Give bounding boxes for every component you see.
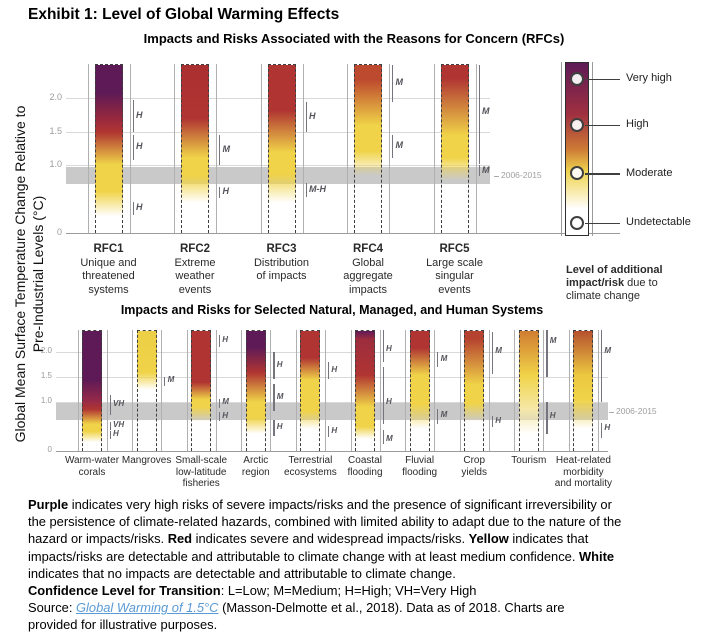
footnote-text: Purple: [28, 497, 69, 512]
footnote-line: [28, 548, 700, 565]
bar-label-line: yields: [461, 466, 487, 478]
transition-confidence-label: M: [222, 144, 230, 155]
transition-line: [219, 187, 220, 198]
transition-line: [546, 402, 547, 434]
legend-rail: [592, 62, 593, 236]
bar-label-line: Coastal: [348, 455, 382, 466]
transition-line: [492, 332, 493, 374]
transition-line: [219, 412, 220, 421]
transition-confidence-label: M: [395, 140, 403, 151]
ember-bar: [519, 330, 539, 451]
footnote-text: White: [579, 548, 615, 564]
bar-label: [145, 243, 245, 297]
bar-label-line: Large scale: [426, 256, 483, 269]
footnote-line: [28, 616, 700, 633]
transition-confidence-label: M: [222, 397, 229, 407]
transition-line: [110, 395, 111, 415]
transition-line: [383, 330, 384, 362]
bar-label-line: low-latitude: [175, 466, 227, 478]
bar-rail: [216, 64, 217, 233]
legend-circle-marker: [570, 72, 584, 86]
footnote-line: [28, 565, 700, 582]
footnote-line: [28, 496, 700, 513]
transition-line: [219, 335, 220, 347]
bar-name: RFC5: [439, 243, 470, 255]
transition-confidence-label: M: [549, 336, 557, 346]
bar-label-line: ecosystems: [283, 466, 337, 478]
footnote-text: indicates very high risks of severe impacts/risks and the presence of significant irreversibility or: [68, 497, 612, 512]
bar-label-line: Arctic: [243, 455, 269, 466]
transition-line: [437, 352, 438, 367]
legend-circle-marker: [570, 118, 584, 132]
footnote-text: (Masson-Delmotte et al., 2018). Data as of 2018. Charts are: [218, 600, 565, 616]
bar-name: RFC4: [352, 243, 384, 255]
bar-label-line: events: [438, 283, 471, 296]
top-chart-title: Impacts and Risks Associated with the Reasons for Concern (RFCs): [143, 31, 565, 46]
y-axis-label-line2: Pre-Industrial Levels (°C): [29, 195, 46, 353]
bar-label-line: events: [178, 283, 212, 296]
transition-confidence-label: H: [604, 422, 611, 432]
reference-band-tick: [609, 412, 614, 413]
bar-rail: [405, 330, 406, 451]
transition-line: [273, 384, 274, 411]
bar-rail: [78, 330, 79, 451]
transition-confidence-label: H: [549, 410, 556, 420]
bar-rail: [514, 330, 515, 451]
bar-label-line: Crop: [463, 455, 486, 466]
ember-bar: [268, 64, 296, 233]
y-axis-label: [12, 44, 48, 504]
bar-label-line: systems: [88, 283, 129, 296]
footnote-line: [28, 599, 700, 616]
bar-rail: [347, 64, 348, 233]
bar-label-line: Terrestrial: [288, 455, 333, 466]
transition-line: [601, 423, 602, 438]
transition-confidence-label: H: [222, 335, 228, 345]
legend-entry-label: High: [626, 118, 649, 131]
bar-label-line: Distribution: [253, 256, 310, 269]
transition-confidence-label: H: [386, 343, 392, 353]
footnote-line: [28, 513, 700, 530]
bar-label-line: flooding: [402, 466, 438, 478]
bar-label-line: Global: [352, 256, 384, 269]
bar-rail: [569, 330, 570, 451]
bar-label: [59, 243, 159, 297]
legend-caption-bold: Level of additional impact/risk: [566, 264, 663, 290]
legend-connector-line: [585, 125, 620, 126]
bar-rail: [303, 64, 304, 233]
footnote-line: [28, 530, 700, 547]
legend-connector-line: [585, 223, 620, 224]
legend-circle-marker: [570, 216, 584, 230]
footnote-text: provided for illustrative purposes.: [28, 617, 218, 633]
transition-line: [328, 362, 329, 379]
reference-band-tick: [494, 176, 499, 177]
transition-line: [110, 422, 111, 430]
bar-label-line: Fluvial: [405, 455, 435, 466]
transition-confidence-label: M: [440, 410, 448, 420]
transition-confidence-label: VH: [113, 420, 125, 430]
bar-rail: [241, 330, 242, 451]
bar-label-line: Mangroves: [121, 455, 172, 466]
bar-label-line: Small-scale: [175, 455, 228, 466]
transition-line: [133, 135, 134, 160]
ember-bar: [410, 330, 430, 451]
gridline: [56, 451, 608, 452]
exhibit-title: Exhibit 1: Level of Global Warming Effects: [28, 6, 340, 23]
legend-connector-line: [585, 173, 620, 174]
y-tick-label: 2.0: [40, 346, 52, 356]
ember-bar: [191, 330, 211, 451]
reference-band-label: 2006-2015: [616, 406, 657, 417]
bar-rail: [216, 330, 217, 451]
footnote-line: [28, 582, 700, 599]
transition-line: [392, 65, 393, 102]
y-tick-label: 1.0: [49, 159, 62, 170]
bar-label-line: impacts: [349, 283, 387, 296]
bar-name: RFC1: [93, 243, 124, 255]
transition-confidence-label: M: [167, 375, 175, 385]
transition-confidence-label: H: [309, 111, 316, 122]
footnotes: [28, 496, 700, 634]
bar-label-line: Warm-water: [64, 455, 120, 466]
transition-line: [306, 102, 307, 132]
y-tick-label: 1.5: [40, 370, 52, 380]
bar-rail: [270, 330, 271, 451]
transition-confidence-label: H: [113, 428, 119, 438]
footnote-text: Red: [167, 531, 193, 547]
footnote-text: : L=Low; M=Medium; H=High; VH=Very High: [220, 583, 477, 599]
transition-line: [133, 202, 134, 215]
ember-bar: [137, 330, 157, 451]
bar-label-line: Tourism: [511, 455, 547, 466]
bar-rail: [434, 64, 435, 233]
legend-connector-line: [585, 79, 620, 80]
bar-label-line: Extreme: [174, 256, 216, 269]
transition-confidence-label: M: [482, 164, 490, 175]
y-axis-label-line1: Global Mean Surface Temperature Change Relative to: [12, 105, 28, 443]
transition-confidence-label: H: [331, 425, 338, 435]
footnote-text: hazard or impacts/risks.: [28, 531, 168, 547]
footnote-text: Yellow: [468, 531, 509, 547]
reference-band-label: 2006-2015: [501, 170, 542, 181]
ember-bar: [573, 330, 593, 451]
source-link[interactable]: Global Warming of 1.5°C: [76, 600, 219, 616]
bar-name: RFC3: [266, 243, 297, 255]
transition-line: [273, 352, 274, 379]
y-tick-label: 2.0: [49, 91, 62, 102]
transition-line: [328, 426, 329, 437]
bar-rail: [598, 330, 599, 451]
transition-line: [133, 100, 134, 132]
transition-confidence-label: H: [495, 415, 501, 425]
bar-label: [405, 243, 505, 297]
y-tick-label: 1.5: [49, 125, 62, 136]
footnote-text: indicates that: [508, 531, 589, 547]
y-tick-label: 1.0: [40, 395, 52, 405]
transition-line: [392, 135, 393, 158]
bar-label-line: region: [241, 466, 270, 478]
transition-line: [479, 65, 480, 164]
transition-confidence-label: M: [604, 346, 612, 356]
footnote-text: Confidence Level for Transition: [28, 583, 221, 599]
legend-gradient-bar: [565, 62, 589, 236]
transition-line: [164, 377, 165, 386]
bar-rail: [460, 330, 461, 451]
bar-rail: [296, 330, 297, 451]
bar-rail: [543, 330, 544, 451]
bar-rail: [161, 330, 162, 451]
bar-name: RFC2: [179, 243, 211, 255]
bar-rail: [489, 330, 490, 451]
bar-rail: [389, 64, 390, 233]
transition-line: [110, 431, 111, 438]
transition-line: [601, 330, 602, 402]
transition-line: [546, 330, 547, 377]
bar-rail: [130, 64, 131, 233]
bar-rail: [261, 64, 262, 233]
bar-rail: [380, 330, 381, 451]
ember-bar: [464, 330, 484, 451]
transition-confidence-label: VH: [113, 399, 125, 409]
transition-confidence-label: M: [395, 77, 403, 88]
ember-bar: [300, 330, 320, 451]
bar-rail: [107, 330, 108, 451]
transition-confidence-label: H: [276, 422, 283, 432]
bar-label-line: weather: [175, 270, 215, 282]
ember-bar: [95, 64, 123, 233]
transition-confidence-label: M: [440, 353, 448, 363]
transition-line: [383, 430, 384, 443]
bar-rail: [132, 330, 133, 451]
bar-label: [541, 455, 625, 490]
ember-bar: [355, 330, 375, 451]
transition-confidence-label: H: [331, 364, 338, 374]
bar-label-line: aggregate: [343, 270, 393, 282]
bar-label-line: Unique and: [80, 256, 137, 269]
ember-bar: [82, 330, 102, 451]
transition-confidence-label: H: [222, 186, 229, 197]
bar-label-line: Heat-related: [555, 455, 611, 466]
bar-label-line: corals: [78, 466, 106, 478]
bar-rail: [434, 330, 435, 451]
legend-caption-rest: due to climate change: [566, 277, 658, 303]
bar-rail: [325, 330, 326, 451]
bar-rail: [88, 64, 89, 233]
transition-line: [306, 183, 307, 197]
transition-line: [219, 135, 220, 165]
bar-label-line: of impacts: [256, 270, 307, 282]
ember-bar: [441, 64, 469, 233]
legend-caption: [566, 264, 672, 304]
bar-label-line: morbidity: [563, 466, 604, 478]
transition-confidence-label: H: [222, 410, 228, 420]
transition-line: [492, 416, 493, 427]
transition-line: [479, 165, 480, 176]
bottom-chart-title: Impacts and Risks for Selected Natural, Managed, and Human Systems: [120, 303, 544, 317]
transition-line: [437, 409, 438, 424]
footnote-text: the persistence of climate-related hazards, combined with limited ability to adapt due to the nature of the: [28, 514, 622, 530]
bar-label-line: fisheries: [182, 478, 220, 489]
legend-entry-label: Undetectable: [626, 216, 691, 229]
transition-confidence-label: M: [495, 346, 502, 356]
transition-confidence-label: M: [276, 391, 284, 401]
transition-confidence-label: M: [386, 434, 393, 444]
bar-label-line: singular: [435, 270, 474, 282]
bar-rail: [351, 330, 352, 451]
bar-label: [318, 243, 418, 297]
bar-label-line: threatened: [82, 270, 135, 282]
ember-bar: [181, 64, 209, 233]
transition-confidence-label: H: [136, 109, 143, 120]
bar-label-line: flooding: [347, 466, 383, 478]
transition-confidence-label: H: [386, 397, 392, 407]
transition-confidence-label: H: [276, 359, 283, 369]
transition-line: [383, 367, 384, 424]
y-tick-label: 0: [47, 445, 52, 454]
bar-label: [232, 243, 332, 284]
legend-entry-label: Very high: [626, 72, 672, 85]
bar-rail: [476, 64, 477, 233]
legend-entry-label: Moderate: [626, 166, 673, 179]
transition-confidence-label: H: [136, 141, 143, 152]
footnote-text: Source:: [28, 600, 77, 616]
ember-bar: [246, 330, 266, 451]
footnote-text: indicates severe and widespread impacts/risks.: [192, 531, 469, 547]
bar-label-line: and mortality: [554, 478, 613, 489]
bar-rail: [174, 64, 175, 233]
footnote-text: indicates that no impacts are detectable and attributable to climate change.: [28, 565, 456, 581]
y-tick-label: 0: [56, 227, 62, 237]
ember-bar: [354, 64, 382, 233]
transition-line: [219, 399, 220, 407]
transition-confidence-label: M: [482, 105, 490, 116]
transition-line: [273, 420, 274, 436]
bar-rail: [187, 330, 188, 451]
gridline: [66, 233, 620, 234]
footnote-text: impacts/risks are detectable and attributable to climate change with at least medium confidence.: [28, 548, 580, 564]
transition-confidence-label: M-H: [309, 184, 326, 195]
legend-rail: [561, 62, 562, 236]
transition-confidence-label: H: [136, 202, 143, 213]
